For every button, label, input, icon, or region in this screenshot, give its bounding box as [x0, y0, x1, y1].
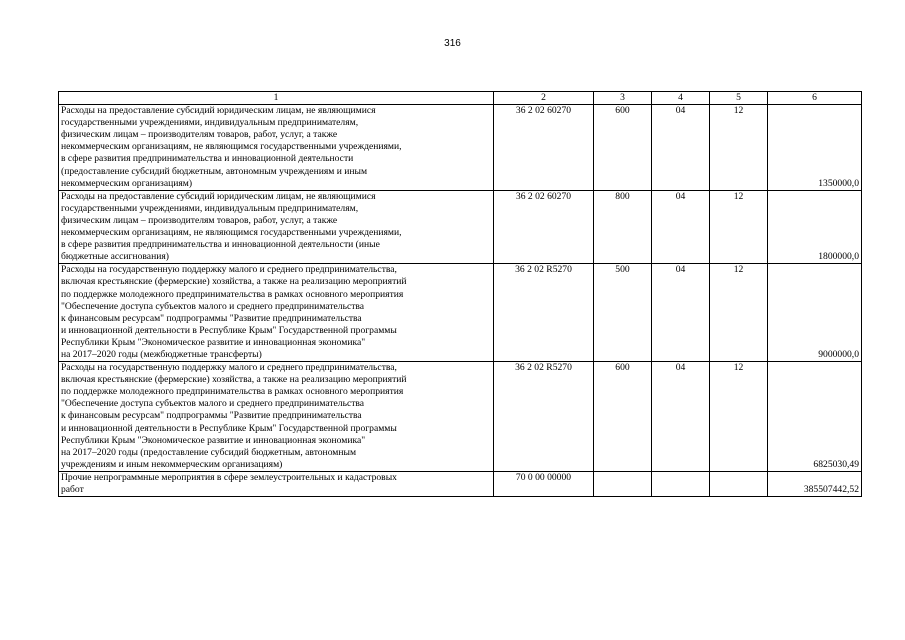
code-cell: 36 2 02 60270 [494, 190, 594, 264]
description-cell: Расходы на предоставление субсидий юридическим лицам, не являющимися государственными учреждениями, индивидуальным предпринимателям, физическим лицам – производителям товаров, работ, услуг, а также некоммерческим организациям, не являющимся государственными учреждениями, в сфере развития предпринимательства и инновационной деятельности (предоставление субсидий бюджетным, автономным учреждениям и иным некоммерческим организациям) [59, 105, 494, 191]
amount-cell: 9000000,0 [768, 264, 862, 362]
type-cell: 800 [594, 190, 652, 264]
header-cell: 1 [59, 92, 494, 105]
table-row [59, 362, 862, 472]
code-cell: 36 2 02 R5270 [494, 264, 594, 362]
amount-cell: 1800000,0 [768, 190, 862, 264]
subsection-cell: 12 [710, 264, 768, 362]
table-row [59, 264, 862, 362]
subsection-cell: 12 [710, 190, 768, 264]
description-cell: Расходы на предоставление субсидий юридическим лицам, не являющимися государственными учреждениями, индивидуальным предпринимателям, физическим лицам – производителям товаров, работ, услуг, а также некоммерческим организациям, не являющимся государственными учреждениями, в сфере развития предпринимательства и инновационной деятельности (иные бюджетные ассигнования) [59, 190, 494, 264]
type-cell: 600 [594, 362, 652, 472]
amount-cell: 6825030,49 [768, 362, 862, 472]
subsection-cell: 12 [710, 362, 768, 472]
header-cell: 5 [710, 92, 768, 105]
table-row [59, 105, 862, 191]
header-cell: 6 [768, 92, 862, 105]
page-number: 316 [444, 38, 461, 49]
table-header-row [59, 92, 862, 105]
section-cell [652, 471, 710, 496]
subsection-cell: 12 [710, 105, 768, 191]
type-cell [594, 471, 652, 496]
description-cell: Расходы на государственную поддержку малого и среднего предпринимательства, включая крестьянские (фермерские) хозяйства, а также на реализацию мероприятий по поддержке молодежного предпринимательства в рамках основного мероприятия "Обеспечение доступа субъектов малого и среднего предпринимательства к финансовым ресурсам" подпрограммы "Развитие предпринимательства и инновационной деятельности в Республике Крым" Государственной программы Республики Крым "Экономическое развитие и инновационная экономика" на 2017–2020 годы (межбюджетные трансферты) [59, 264, 494, 362]
table-row [59, 190, 862, 264]
amount-cell: 1350000,0 [768, 105, 862, 191]
section-cell: 04 [652, 105, 710, 191]
description-cell: Расходы на государственную поддержку малого и среднего предпринимательства, включая крестьянские (фермерские) хозяйства, а также на реализацию мероприятий по поддержке молодежного предпринимательства в рамках основного мероприятия "Обеспечение доступа субъектов малого и среднего предпринимательства к финансовым ресурсам" подпрограммы "Развитие предпринимательства и инновационной деятельности в Республике Крым" Государственной программы Республики Крым "Экономическое развитие и инновационная экономика" на 2017–2020 годы (предоставление субсидий бюджетным, автономным учреждениям и иным некоммерческим организациям) [59, 362, 494, 472]
subsection-cell [710, 471, 768, 496]
table-row [59, 471, 862, 496]
code-cell: 70 0 00 00000 [494, 471, 594, 496]
code-cell: 36 2 02 60270 [494, 105, 594, 191]
code-cell: 36 2 02 R5270 [494, 362, 594, 472]
type-cell: 600 [594, 105, 652, 191]
description-cell: Прочие непрограммные мероприятия в сфере землеустроительных и кадастровых работ [59, 471, 494, 496]
section-cell: 04 [652, 190, 710, 264]
type-cell: 500 [594, 264, 652, 362]
header-cell: 4 [652, 92, 710, 105]
section-cell: 04 [652, 264, 710, 362]
budget-table [58, 91, 862, 497]
header-cell: 2 [494, 92, 594, 105]
header-cell: 3 [594, 92, 652, 105]
section-cell: 04 [652, 362, 710, 472]
amount-cell: 385507442,52 [768, 471, 862, 496]
